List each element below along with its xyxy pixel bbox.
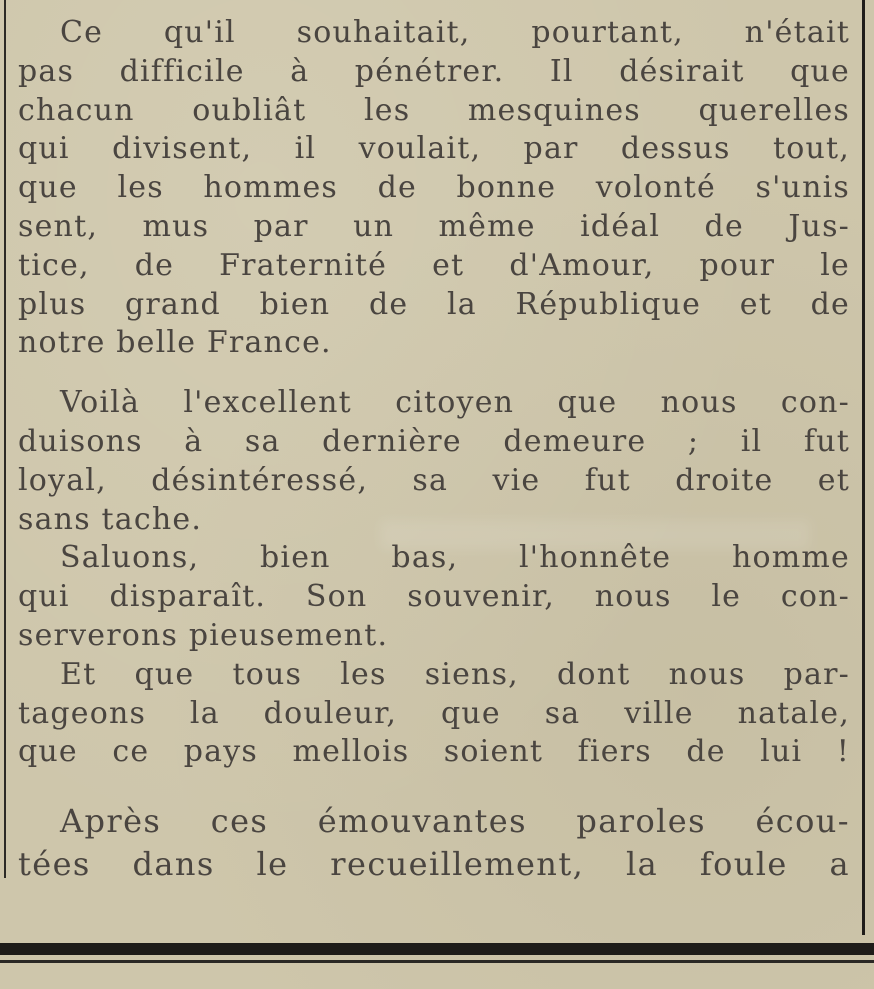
text-line: duisons à sa dernière demeure ; il fut: [18, 423, 850, 459]
text-line: Saluons, bien bas, l'honnête homme: [60, 540, 850, 576]
paragraph-5: [18, 800, 850, 886]
paragraph-2: [18, 384, 850, 539]
text-line: Voilà l'excellent citoyen que nous con-: [60, 385, 850, 421]
text-line: tice, de Fraternité et d'Amour, pour le: [18, 247, 850, 283]
paragraph-3: [18, 539, 850, 655]
text-line: notre belle France.: [18, 325, 332, 361]
text-line: chacun oubliât les mesquines querelles: [18, 92, 850, 128]
text-line: qui disparaît. Son souvenir, nous le con-: [18, 579, 850, 615]
text-line: Après ces émouvantes paroles écou-: [60, 802, 850, 841]
column-rule-left: [4, 0, 6, 878]
text-line: que ce pays mellois soient fiers de lui !: [18, 734, 850, 770]
paragraph-4: [18, 656, 850, 772]
article-column: [18, 14, 850, 886]
column-rule-right: [862, 0, 865, 935]
text-line: tageons la douleur, que sa ville natale,: [18, 695, 850, 731]
text-line: sans tache.: [18, 501, 203, 537]
text-line: tées dans le recueillement, la foule a: [18, 845, 850, 884]
text-line: serverons pieusement.: [18, 617, 389, 653]
paragraph-1: [18, 14, 850, 363]
text-line: loyal, désintéressé, sa vie fut droite et: [18, 462, 850, 498]
bottom-rule-thick: [0, 943, 874, 955]
text-line: sent, mus par un même idéal de Jus-: [18, 208, 850, 244]
text-line: Ce qu'il souhaitait, pourtant, n'était: [60, 15, 850, 50]
bottom-rule-thin: [0, 960, 874, 963]
text-line: Et que tous les siens, dont nous par-: [60, 656, 850, 692]
text-line: qui divisent, il voulait, par dessus tout,: [18, 131, 850, 167]
text-line: que les hommes de bonne volonté s'unis: [18, 170, 850, 206]
text-line: plus grand bien de la République et de: [18, 286, 850, 322]
text-line: pas difficile à pénétrer. Il désirait que: [18, 53, 850, 89]
